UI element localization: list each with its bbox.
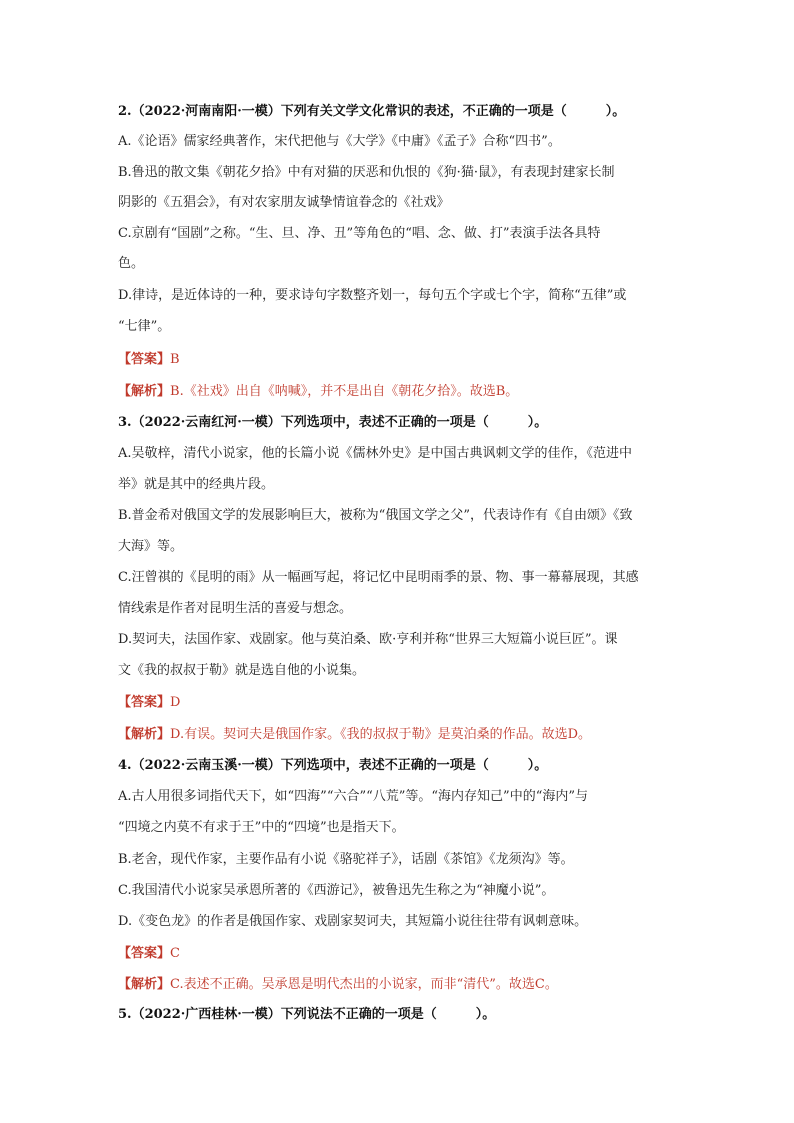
question-4-stem: 4.（2022·云南玉溪·一模）下列选项中，表述不正确的一项是（ ）。 <box>118 758 548 773</box>
question-3-option-c-cont: 情线索是作者对昆明生活的喜爱与想念。 <box>118 601 353 616</box>
question-2-option-b-cont: 阴影的《五猖会》，有对农家朋友诚挚情谊眷念的《社戏》 <box>118 195 450 210</box>
analysis-tag: 【解析】 <box>118 384 171 399</box>
answer-value: D <box>170 695 181 710</box>
question-4-option-d: D.《变色龙》的作者是俄国作家、戏剧家契诃夫，其短篇小说往往带有讽刺意味。 <box>118 914 588 929</box>
analysis-text: B.《社戏》出自《呐喊》，并不是出自《朝花夕拾》。故选B。 <box>170 384 519 399</box>
answer-value: C <box>170 946 180 961</box>
question-2-analysis <box>118 383 688 401</box>
question-4-analysis <box>118 976 688 994</box>
analysis-text: D.有误。契诃夫是俄国作家。《我的叔叔于勒》是莫泊桑的作品。故选D。 <box>170 727 592 742</box>
question-4-option-a: A.古人用很多词指代天下，如“四海”“六合”“八荒”等。“海内存知己”中的“海内”与 <box>118 789 588 804</box>
question-3-stem: 3.（2022·云南红河·一模）下列选项中，表述不正确的一项是（ ）。 <box>118 415 548 430</box>
question-4-option-a-cont: “四境之内莫不有求于王”中的“四境”也是指天下。 <box>118 820 405 835</box>
question-4-option-c: C.我国清代小说家吴承恩所著的《西游记》，被鲁迅先生称之为“神魔小说”。 <box>118 883 555 898</box>
question-2-option-b: B.鲁迅的散文集《朝花夕拾》中有对猫的厌恶和仇恨的《狗·猫·鼠》，有表现封建家长制 <box>118 165 615 180</box>
answer-tag: 【答案】 <box>118 946 171 961</box>
analysis-text: C.表述不正确。吴承恩是明代杰出的小说家，而非“清代”。故选C。 <box>170 977 558 992</box>
answer-value: B <box>170 352 180 367</box>
question-3-analysis <box>118 726 688 744</box>
question-2-option-d: D.律诗，是近体诗的一种，要求诗句字数整齐划一，每句五个字或七个字，简称“五律”或 <box>118 288 627 303</box>
question-2-answer <box>118 351 688 369</box>
question-2-stem: 2.（2022·河南南阳·一模）下列有关文学文化常识的表述，不正确的一项是（ ）。 <box>118 104 626 119</box>
question-3-option-c: C.汪曾祺的《昆明的雨》从一幅画写起，将记忆中昆明雨季的景、物、事一幕幕展现，其感 <box>118 570 639 585</box>
question-5-stem: 5.（2022·广西桂林·一模）下列说法不正确的一项是（ ）。 <box>118 1007 496 1022</box>
question-4-answer <box>118 945 688 963</box>
question-2-option-c: C.京剧有“国剧”之称。“生、旦、净、丑”等角色的“唱、念、做、打”表演手法各具特 <box>118 226 601 241</box>
answer-tag: 【答案】 <box>118 695 171 710</box>
question-2-option-d-cont: “七律”。 <box>118 319 171 334</box>
question-3-option-d: D.契诃夫，法国作家、戏剧家。他与莫泊桑、欧·亨利并称“世界三大短篇小说巨匠”。课 <box>118 632 618 647</box>
question-2-option-c-cont: 色。 <box>118 256 145 271</box>
question-3-option-b: B.普金希对俄国文学的发展影响巨大，被称为“俄国文学之父”，代表诗作有《自由颂》《致 <box>118 508 633 523</box>
question-3-option-b-cont: 大海》等。 <box>118 539 184 554</box>
question-2-option-a: A.《论语》儒家经典著作，宋代把他与《大学》《中庸》《孟子》合称“四书”。 <box>118 134 561 149</box>
question-3-option-d-cont: 文《我的叔叔于勒》就是选自他的小说集。 <box>118 663 366 678</box>
answer-tag: 【答案】 <box>118 352 171 367</box>
question-4-option-b: B.老舍，现代作家，主要作品有小说《骆驼祥子》，话剧《茶馆》《龙须沟》等。 <box>118 852 574 867</box>
analysis-tag: 【解析】 <box>118 977 171 992</box>
question-3-answer <box>118 694 688 712</box>
analysis-tag: 【解析】 <box>118 727 171 742</box>
question-3-option-a: A.吴敬梓，清代小说家，他的长篇小说《儒林外史》是中国古典讽刺文学的佳作，《范进中 <box>118 446 633 461</box>
question-3-option-a-cont: 举》就是其中的经典片段。 <box>118 477 275 492</box>
